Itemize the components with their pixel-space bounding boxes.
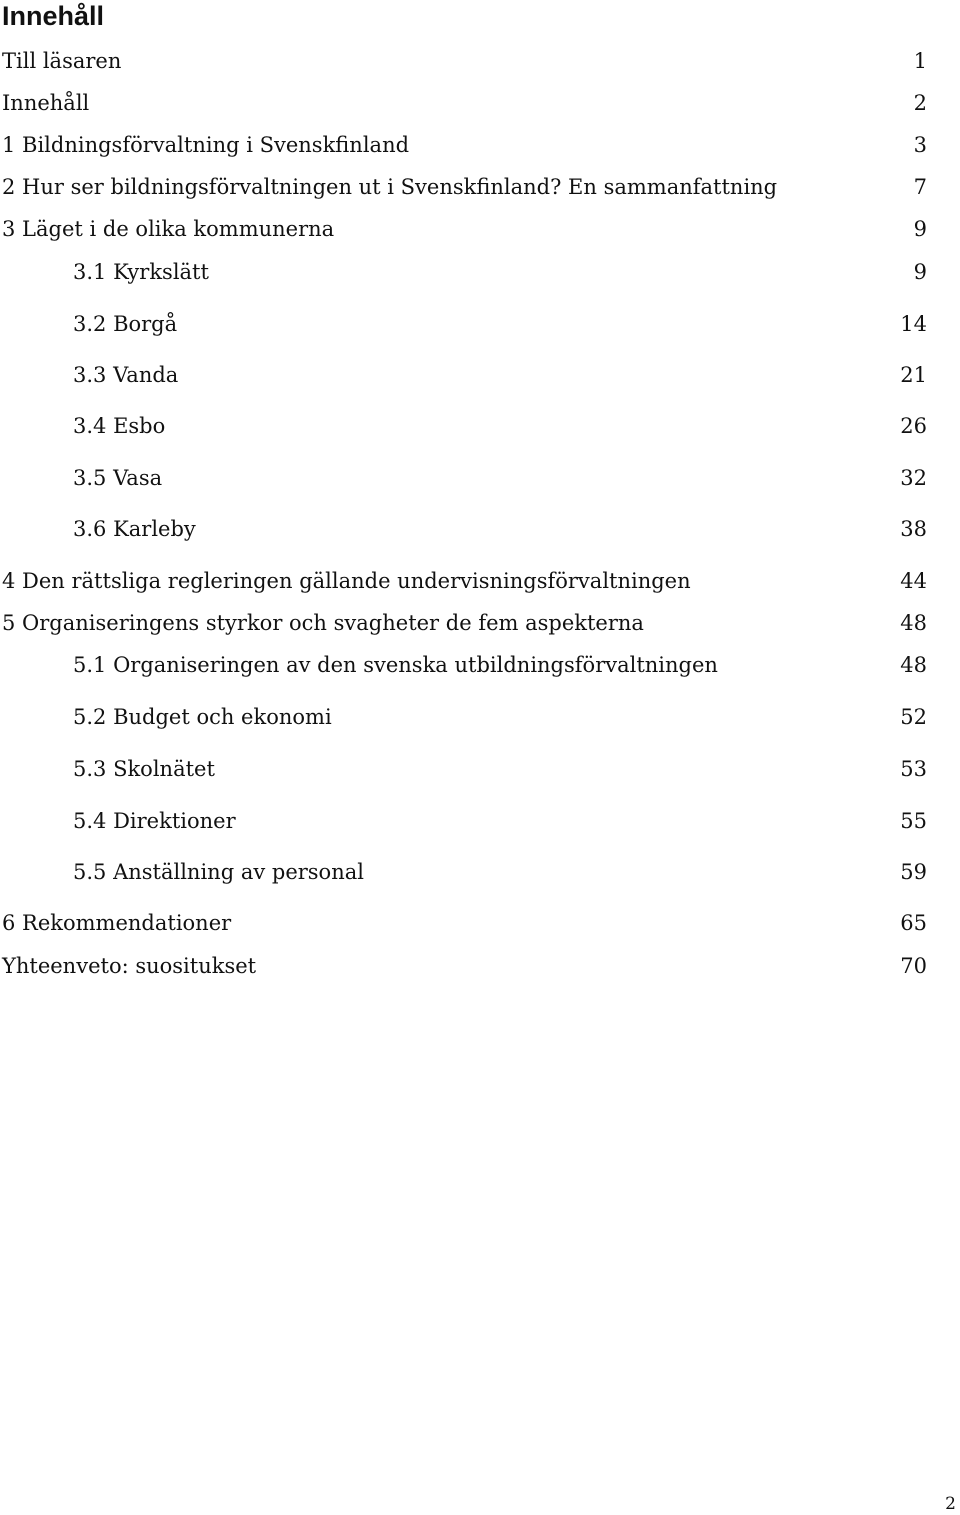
toc-subentry[interactable] <box>0 257 960 287</box>
toc-entry-page: 55 <box>900 809 927 833</box>
toc-entry-page: 7 <box>913 175 927 199</box>
toc-entry[interactable] <box>0 951 960 981</box>
toc-entry-page: 21 <box>900 363 927 387</box>
toc-entry[interactable] <box>0 608 960 638</box>
toc-entry-label: Yhteenveto: suositukset <box>2 954 257 978</box>
toc-subentry[interactable] <box>0 702 960 732</box>
toc-entry[interactable] <box>0 908 960 938</box>
toc-entry-page: 48 <box>900 653 927 677</box>
toc-entry-label: 3.4 Esbo <box>73 414 166 438</box>
toc-entry-label: 6 Rekommendationer <box>2 911 232 935</box>
toc-entry[interactable] <box>0 46 960 76</box>
toc-entry-label: 5.5 Anställning av personal <box>73 860 364 884</box>
toc-subentry[interactable] <box>0 857 960 887</box>
toc-entry-page: 26 <box>900 414 927 438</box>
toc-entry-label: 3.2 Borgå <box>73 312 178 336</box>
toc-entry-page: 3 <box>913 133 927 157</box>
toc-entry-label: 5.2 Budget och ekonomi <box>73 705 332 729</box>
toc-entry-page: 53 <box>900 757 927 781</box>
toc-entry-label: 5.1 Organiseringen av den svenska utbildningsförvaltningen <box>73 653 718 677</box>
toc-entry-label: 5.3 Skolnätet <box>73 757 215 781</box>
toc-subentry[interactable] <box>0 650 960 680</box>
toc-subentry[interactable] <box>0 411 960 441</box>
toc-entry-page: 44 <box>900 569 927 593</box>
toc-entry-page: 2 <box>913 91 927 115</box>
toc-entry-label: 3.1 Kyrkslätt <box>73 260 209 284</box>
toc-entry-page: 14 <box>900 312 927 336</box>
toc-entry-page: 38 <box>900 517 927 541</box>
toc-subentry[interactable] <box>0 806 960 836</box>
toc-entry-label: 5 Organiseringens styrkor och svagheter de fem aspekterna <box>2 611 644 635</box>
toc-entry-page: 65 <box>900 911 927 935</box>
toc-entry-label: 3.3 Vanda <box>73 363 179 387</box>
toc-entry-label: 5.4 Direktioner <box>73 809 236 833</box>
toc-entry-page: 48 <box>900 611 927 635</box>
toc-entry-label: 2 Hur ser bildningsförvaltningen ut i Svenskfinland? En sammanfattning <box>2 175 778 199</box>
toc-entry-label: 4 Den rättsliga regleringen gällande undervisningsförvaltningen <box>2 569 691 593</box>
toc-entry-page: 32 <box>900 466 927 490</box>
toc-entry[interactable] <box>0 88 960 118</box>
toc-subentry[interactable] <box>0 754 960 784</box>
toc-entry[interactable] <box>0 214 960 244</box>
toc-entry-label: Innehåll <box>2 91 90 115</box>
footer-page-number: 2 <box>945 1494 956 1514</box>
toc-entry-page: 9 <box>913 260 927 284</box>
toc-entry-label: 3.6 Karleby <box>73 517 196 541</box>
toc-entry-page: 9 <box>913 217 927 241</box>
toc-subentry[interactable] <box>0 463 960 493</box>
toc-entry-page: 59 <box>900 860 927 884</box>
toc-entry-label: 3 Läget i de olika kommunerna <box>2 217 335 241</box>
toc-entry-label: 1 Bildningsförvaltning i Svenskfinland <box>2 133 410 157</box>
toc-entry-label: 3.5 Vasa <box>73 466 163 490</box>
toc-entry-page: 1 <box>913 49 927 73</box>
toc-subentry[interactable] <box>0 360 960 390</box>
toc-subentry[interactable] <box>0 309 960 339</box>
page-title: Innehåll <box>2 1 105 31</box>
toc-entry-page: 70 <box>900 954 927 978</box>
toc-subentry[interactable] <box>0 514 960 544</box>
toc-entry[interactable] <box>0 130 960 160</box>
toc-entry[interactable] <box>0 172 960 202</box>
toc-entry-label: Till läsaren <box>2 49 122 73</box>
toc-entry[interactable] <box>0 566 960 596</box>
toc-entry-page: 52 <box>900 705 927 729</box>
